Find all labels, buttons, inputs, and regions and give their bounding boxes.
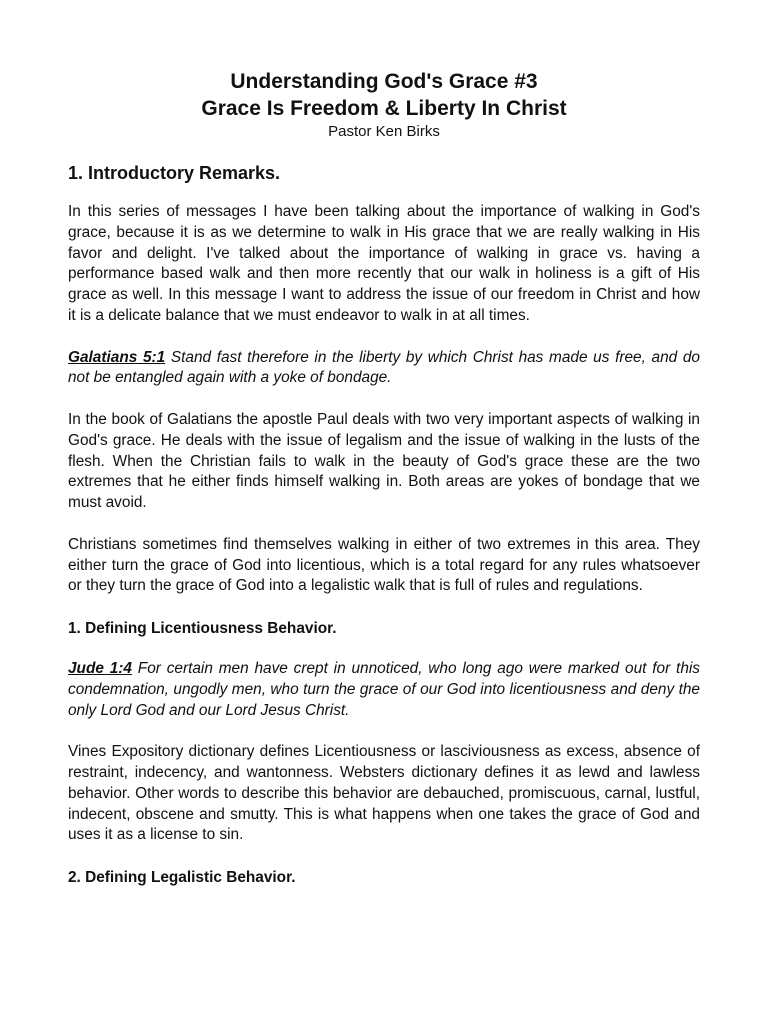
document-author: Pastor Ken Birks (328, 123, 440, 140)
scripture-reference: Jude 1:4 (68, 659, 132, 677)
paragraph-galatians-aspects: In the book of Galatians the apostle Paul deals with two very important aspects of walking in God's grace. He deals with the issue of legalism and the issue of walking in the lusts of the flesh. When the Christian fails to walk in the beauty of God's grace these are the two extremes that he either finds himself walking in. Both areas are yokes of bondage that we must avoid. (68, 410, 700, 512)
paragraph-vines-definition: Vines Expository dictionary defines Licentiousness or lasciviousness as excess, absence of restraint, indecency, and wantonness. Websters dictionary defines it as lewd and lawless behavior. Other words to describe this behavior are debauched, promiscuous, carnal, lustful, indecent, obscene and smutty. This is what happens when one takes the grace of God and uses it as a license to sin. (68, 743, 700, 844)
section-heading-introductory-remarks: 1. Introductory Remarks. (68, 163, 281, 183)
scripture-jude (68, 659, 700, 721)
paragraph-two-extremes: Christians sometimes find themselves walking in either of two extremes in this area. They either turn the grace of God into licentious, which is a total regard for any rules whatsoever or they turn the grace of God into a legalistic walk that is full of rules and regulations. (68, 535, 700, 595)
scripture-text: Stand fast therefore in the liberty by which Christ has made us free, and do not be entangled again with a yoke of bondage. (68, 348, 700, 387)
subheading-legalistic: 2. Defining Legalistic Behavior. (68, 868, 296, 886)
scripture-text: For certain men have crept in unnoticed, who long ago were marked out for this condemnation, ungodly men, who turn the grace of our God into licentiousness and deny the only Lord God and our Lord Jesus Christ. (68, 659, 700, 719)
scripture-reference: Galatians 5:1 (68, 348, 166, 366)
document-title-line1: Understanding God's Grace #3 (230, 70, 538, 93)
document-title-line2: Grace Is Freedom & Liberty In Christ (201, 97, 567, 120)
scripture-galatians (68, 348, 700, 390)
subheading-licentiousness: 1. Defining Licentiousness Behavior. (68, 619, 337, 637)
paragraph-intro: In this series of messages I have been talking about the importance of walking in God's grace, because it is as we determine to walk in His grace that we are really walking in His favor and delight. I've talked about the importance of walking in grace vs. having a performance based walk and then more recently that our walk in holiness is a gift of His grace as well. In this message I want to address the issue of our freedom in Christ and how it is a delicate balance that we must endeavor to walk in at all times. (68, 203, 700, 324)
